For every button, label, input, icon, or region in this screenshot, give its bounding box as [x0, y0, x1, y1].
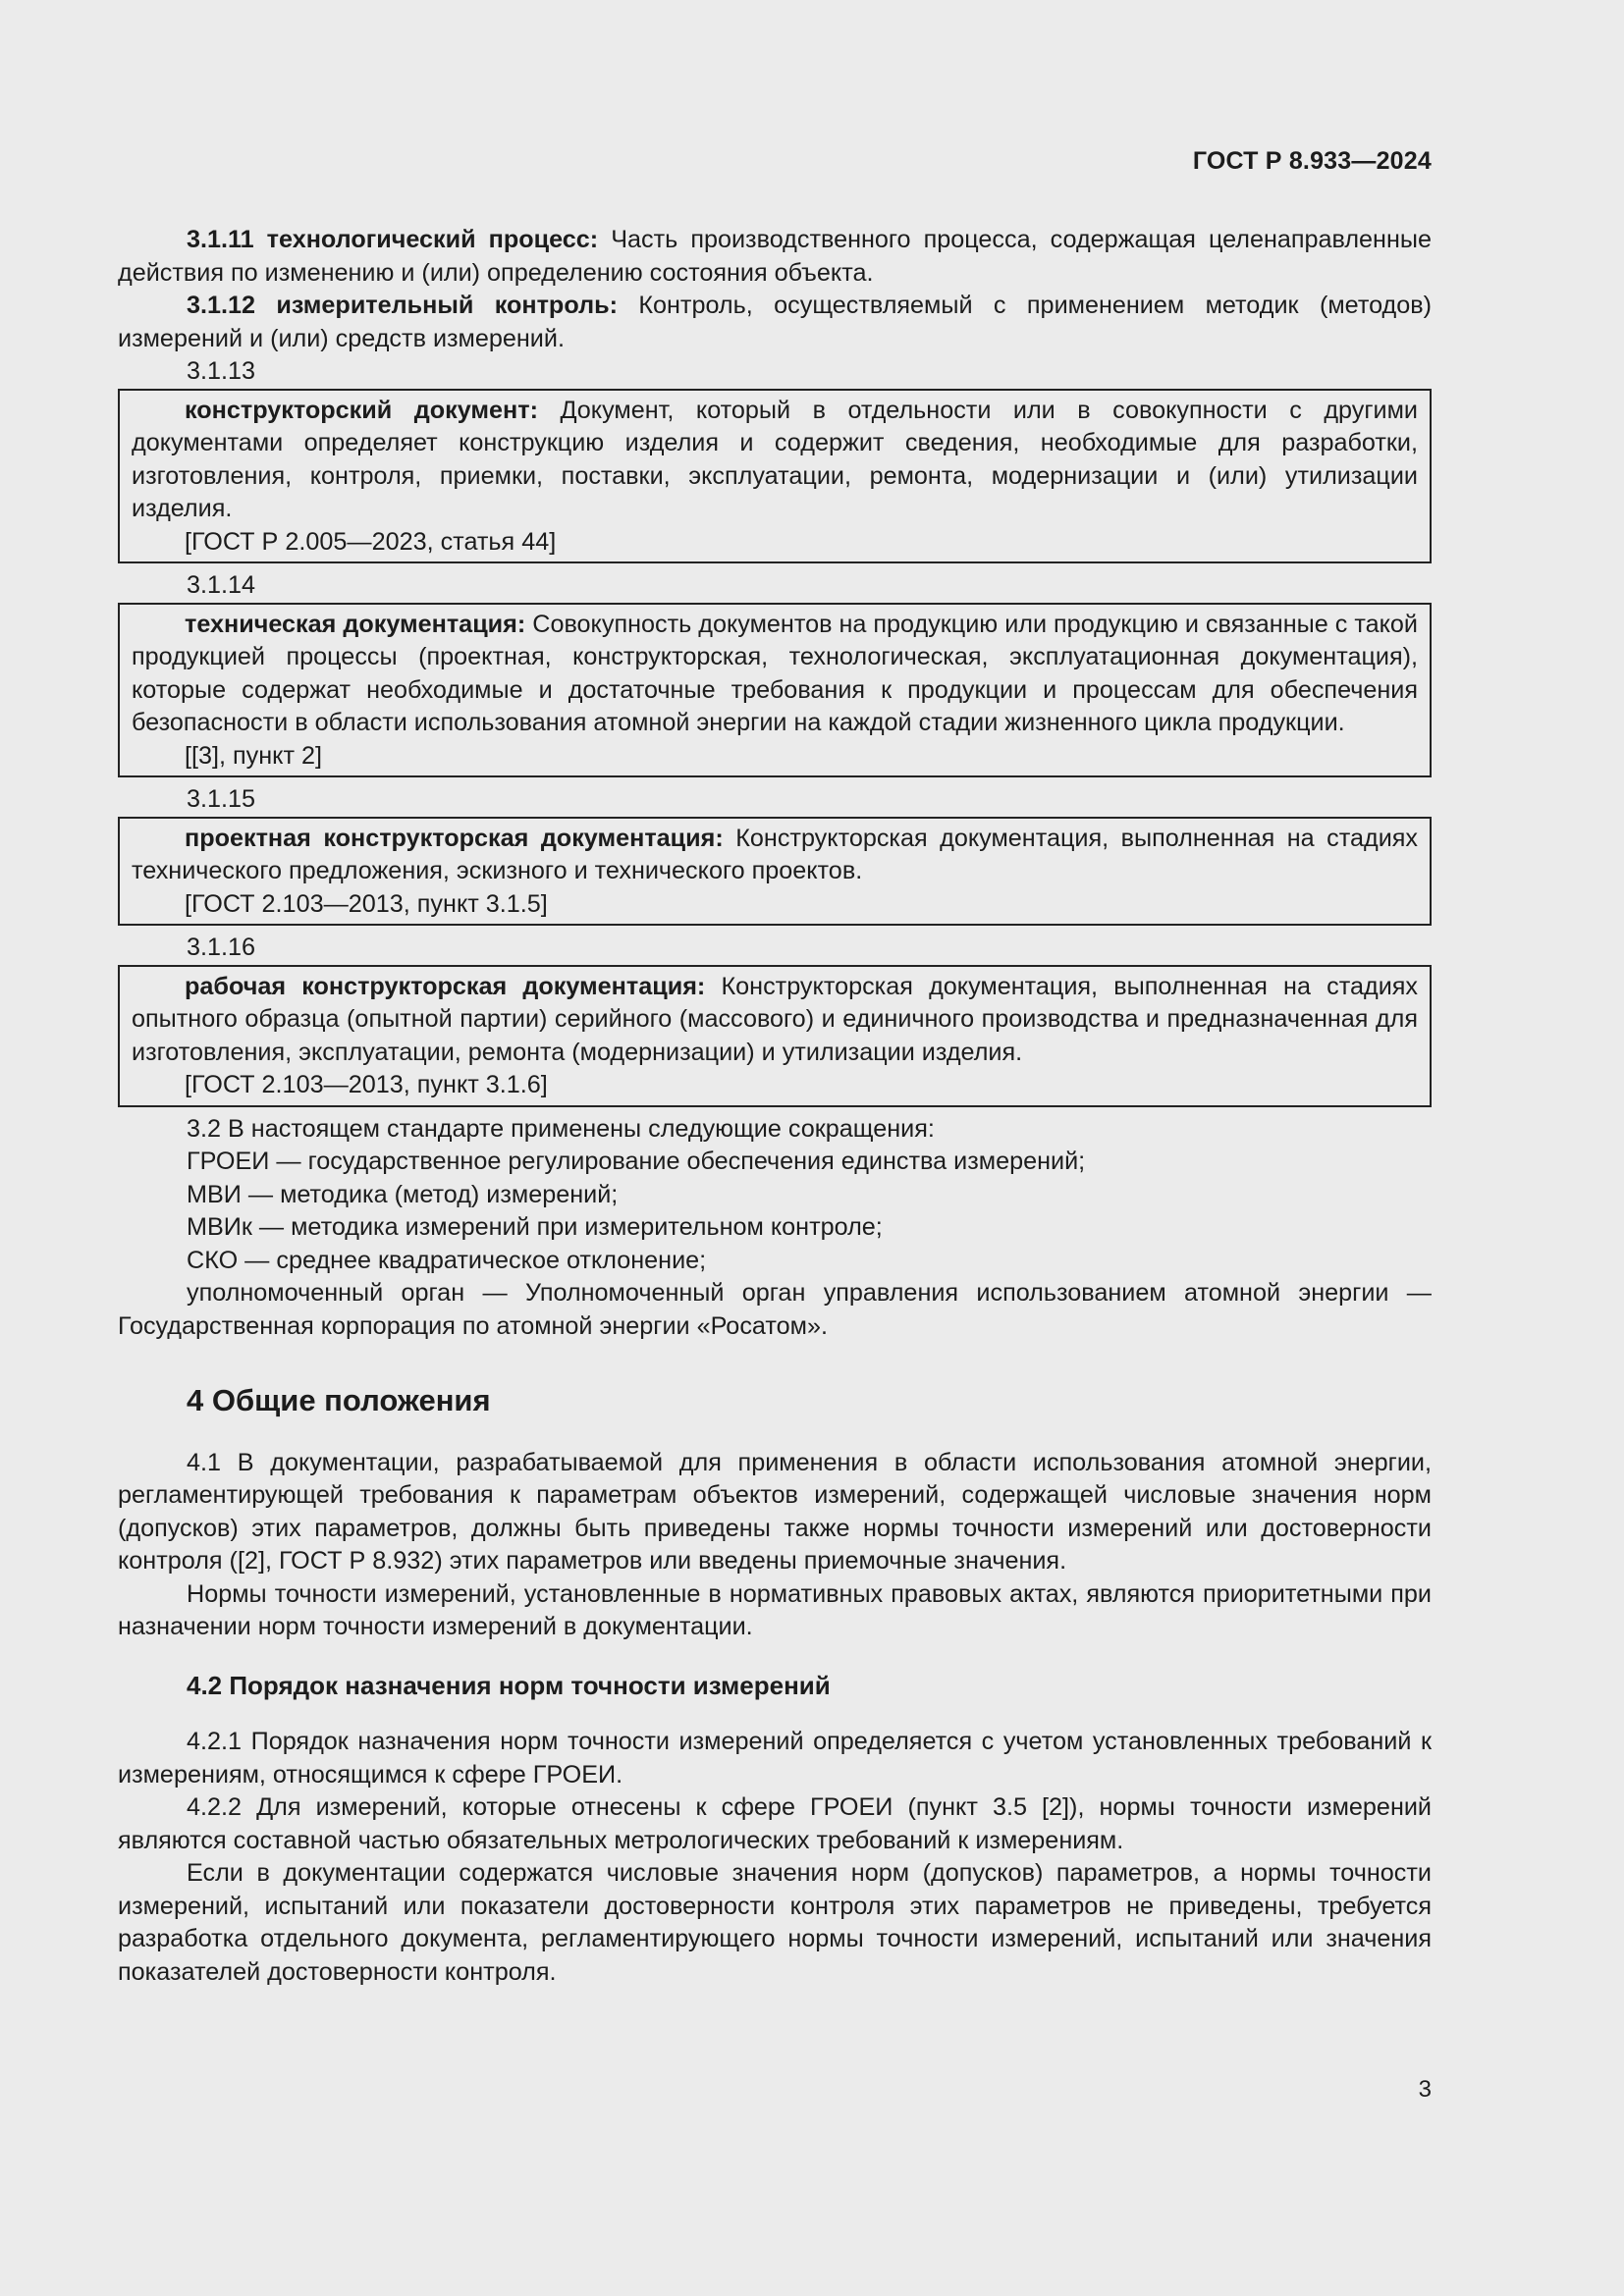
definition-paragraph: [132, 971, 1418, 1070]
definition-box-3-1-16: [118, 965, 1432, 1107]
abbreviation-item: уполномоченный орган — Уполномоченный орган управления использованием атомной энергии — Государственная корпорация по атомной энергии «Росатом».: [118, 1279, 1432, 1340]
definition-text: Часть производственного процесса, содержащая целенаправленные действия по изменению и (или) определению состояния объекта.: [118, 226, 1432, 287]
term: рабочая конструкторская документация:: [185, 972, 706, 1000]
paragraph-4-2-2: 4.2.2 Для измерений, которые отнесены к сфере ГРОЕИ (пункт 3.5 [2]), нормы точности измерений являются составной частью обязательных метрологических требований к измерениям.: [118, 1793, 1432, 1854]
definition-paragraph: [132, 609, 1418, 740]
definition-text: Конструкторская документация, выполненная на стадиях опытного образца (опытной партии) серийного (массового) и единичного производства и предназначенная для изготовления, эксплуатации, ремонта (модернизации) и утилизации изделия.: [132, 972, 1419, 1066]
definition-text: Конструкторская документация, выполненная на стадиях технического предложения, эскизного и технического проектов.: [132, 824, 1419, 884]
definition-paragraph: [132, 823, 1418, 888]
abbreviation-item: ГРОЕИ — государственное регулирование обеспечения единства измерений;: [187, 1148, 1086, 1175]
definition-text: Контроль, осуществляемый с применением методик (методов) измерений и (или) средств измерений.: [118, 292, 1432, 352]
item-number: 3.1.14: [187, 571, 256, 599]
definition-source: [ГОСТ 2.103—2013, пункт 3.1.6]: [185, 1071, 548, 1098]
abbreviation-item: МВИ — методика (метод) измерений;: [187, 1180, 619, 1208]
definition-source: [ГОСТ 2.103—2013, пункт 3.1.5]: [185, 889, 548, 918]
term: 3.1.11 технологический процесс:: [187, 226, 599, 253]
abbreviation-item: СКО — среднее квадратическое отклонение;: [187, 1246, 707, 1274]
paragraph-4-2-1: 4.2.1 Порядок назначения норм точности измерений определяется с учетом установленных требований к измерениям, относящимся к сфере ГРОЕИ.: [118, 1728, 1432, 1789]
page-number: 3: [1418, 2076, 1432, 2103]
subsection-heading: 4.2 Порядок назначения норм точности измерений: [187, 1670, 831, 1700]
term: конструкторский документ:: [185, 396, 538, 424]
definition-text: Совокупность документов на продукцию или продукцию и связанные с такой продукцией процессы (проектная, конструкторская, технологическая, эксплуатационная документация), которые содержат необходимые и достаточные требования к продукции и процессам для обеспечения безопасности в области использования атомной энергии на каждой стадии жизненного цикла продукции.: [132, 610, 1418, 736]
paragraph-4-1: 4.1 В документации, разрабатываемой для применения в области использования атомной энергии, регламентирующей требования к параметрам объектов измерений, содержащей числовые значения норм (допусков) этих параметров, должны быть приведены также нормы точности измерений или достоверности контроля ([2], ГОСТ Р 8.932) этих параметров или введены приемочные значения.: [118, 1448, 1432, 1575]
term: техническая документация:: [185, 610, 526, 638]
document-body: [118, 224, 1432, 1989]
definition-3-1-12: [118, 290, 1432, 355]
definition-3-1-11: [118, 224, 1432, 290]
item-number: 3.1.15: [187, 785, 256, 813]
paragraph: Если в документации содержатся числовые значения норм (допусков) параметров, а нормы точности измерений, испытаний или показатели достоверности контроля этих параметров не приведены, требуется разработка отдельного документа, регламентирующего нормы точности измерений, испытаний или значения показателей достоверности контроля.: [118, 1859, 1432, 1986]
definition-paragraph: [132, 395, 1418, 526]
definition-source: [[3], пункт 2]: [185, 741, 322, 770]
definition-source: [ГОСТ Р 2.005—2023, статья 44]: [185, 527, 557, 556]
item-number: 3.1.16: [187, 934, 256, 961]
definition-box-3-1-13: [118, 389, 1432, 564]
section-heading: 4 Общие положения: [187, 1383, 491, 1417]
item-number: 3.1.13: [187, 357, 256, 385]
document-header: ГОСТ Р 8.933—2024: [1192, 147, 1432, 175]
definition-box-3-1-14: [118, 603, 1432, 778]
term: 3.1.12 измерительный контроль:: [187, 292, 618, 319]
abbreviation-item: МВИк — методика измерений при измерительном контроле;: [187, 1213, 883, 1241]
definition-box-3-1-15: [118, 817, 1432, 927]
definition-text: Документ, который в отдельности или в совокупности с другими документами определяет конструкцию изделия и содержит сведения, необходимые для разработки, изготовления, контроля, приемки, поставки, эксплуатации, ремонта, модернизации и (или) утилизации изделия.: [132, 396, 1418, 522]
term: проектная конструкторская документация:: [185, 824, 724, 852]
paragraph: Нормы точности измерений, установленные в нормативных правовых актах, являются приоритетными при назначении норм точности измерений в документации.: [118, 1579, 1432, 1640]
abbreviations-intro: 3.2 В настоящем стандарте применены следующие сокращения:: [187, 1114, 935, 1143]
